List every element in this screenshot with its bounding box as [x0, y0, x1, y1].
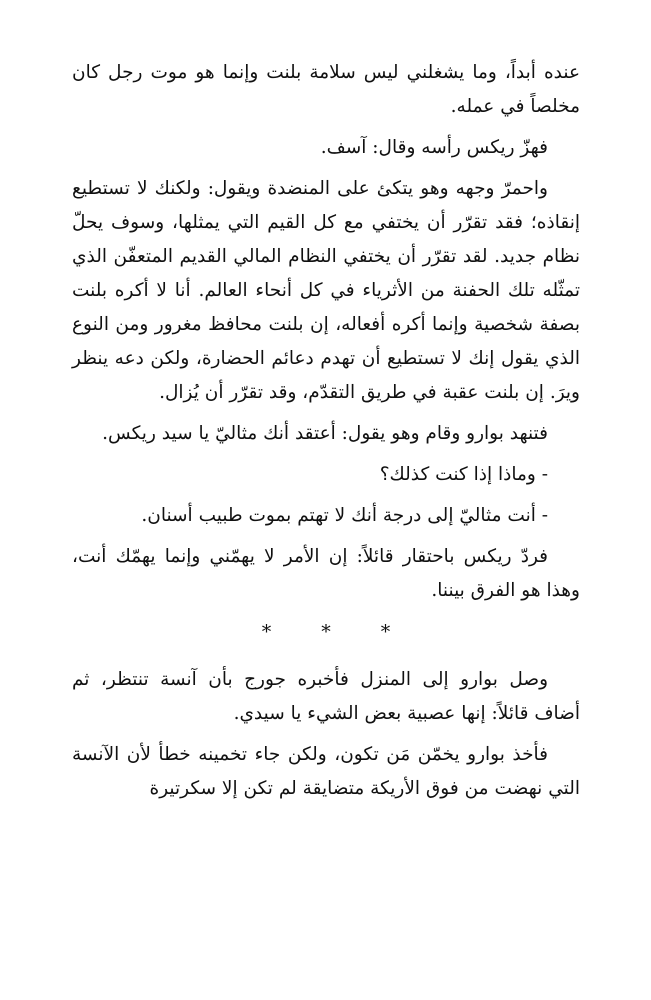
- paragraph-1: عنده أبداً، وما يشغلني ليس سلامة بلنت وإنما هو موت رجل كان مخلصاً في عمله.: [72, 62, 580, 117]
- paragraph-5: فردّ ريكس باحتقار قائلاً: إن الأمر لا يهمّني وإنما يهمّك أنت، وهذا هو الفرق بيننا.: [72, 546, 580, 601]
- dialogue-line-2: - أنت مثاليّ إلى درجة أنك لا تهتم بموت طبيب أسنان.: [141, 505, 548, 526]
- paragraph-3: واحمرّ وجهه وهو يتكئ على المنضدة ويقول: ولكنك لا تستطيع إنقاذه؛ فقد تقرّر أن يختفي مع كل القيم التي يمثلها، وسوف يحلّ نظام جديد. لقد تقرّر أن يختفي النظام المالي القديم المتعفّن الذي تمثّله تلك الحفنة من الأثرياء في كل أنحاء العالم. أنا لا أكره بلنت بصفة شخصية وإنما أكره أفعاله، إن بلنت محافظ مغرور ومن النوع الذي يقول إنك لا تستطيع أن تهدم دعائم الحضارة، ولكن دعه ينظر ويرَ. إن بلنت عقبة في طريق التقدّم، وقد تقرّر أن يُزال.: [72, 178, 580, 403]
- paragraph-6: وصل بوارو إلى المنزل فأخبره جورج بأن آنسة تنتظر، ثم أضاف قائلاً: إنها عصبية بعض الشيء يا سيدي.: [72, 669, 580, 724]
- paragraph-7: فأخذ بوارو يخمّن مَن تكون، ولكن جاء تخمينه خطأ لأن الآنسة التي نهضت من فوق الأريكة متضايقة لم تكن إلا سكرتيرة: [72, 744, 580, 799]
- paragraph-4: فتنهد بوارو وقام وهو يقول: أعتقد أنك مثاليّ يا سيد ريكس.: [102, 423, 548, 444]
- paragraph-2: فهزّ ريكس رأسه وقال: آسف.: [320, 137, 548, 158]
- dialogue-line-1: - وماذا إذا كنت كذلك؟: [379, 464, 548, 485]
- book-page: [72, 56, 580, 813]
- section-separator: * * *: [261, 621, 413, 643]
